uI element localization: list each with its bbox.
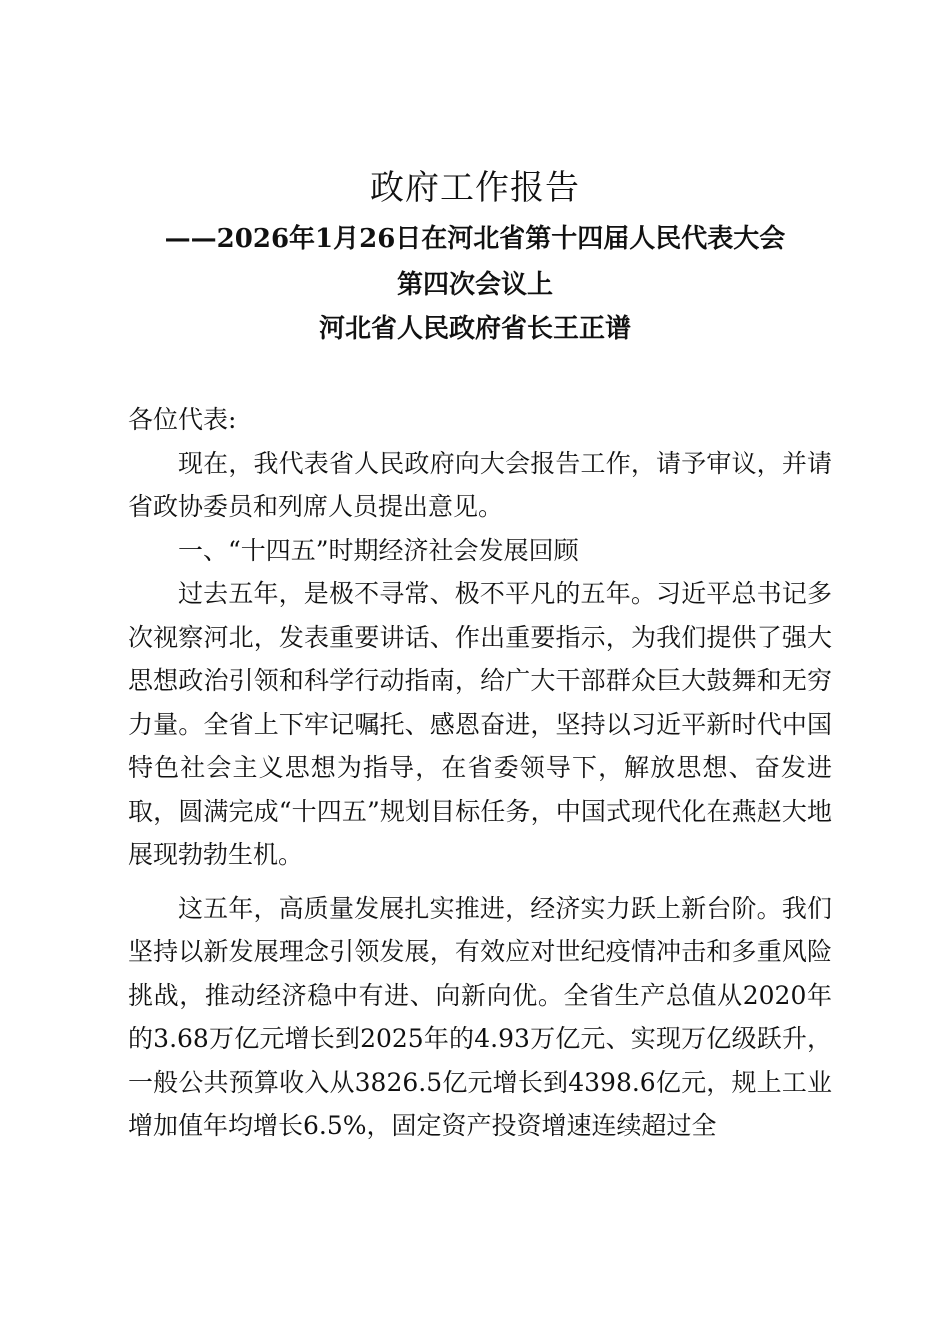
section-heading: 一、“十四五”时期经济社会发展回顾 [178, 535, 579, 565]
paragraph-intro: 现在，我代表省人民政府向大会报告工作，请予审议，并请省政协委员和列席人员提出意见。 [128, 448, 832, 521]
salutation: 各位代表: [128, 405, 237, 434]
paragraph-economy: 这五年，高质量发展扎实推进，经济实力跃上新台阶。我们坚持以新发展理念引领发展，有效应对世纪疫情冲击和多重风险挑战，推动经济稳中有进、向新向优。全省生产总值从2020年的3.68万亿元增长到2025年的4.93万亿元、实现万亿级跃升，一般公共预算收入从3826.5亿元增长到4398.6亿元，规上工业增加值年均增长6.5%，固定资产投资增速连续超过全 [128, 893, 832, 1140]
subtitle-session-line: 第四次会议上 [396, 270, 553, 300]
subtitle-date-line: ——2026年1月26日在河北省第十四届人民代表大会 [164, 224, 786, 254]
document-body [128, 398, 832, 1148]
document-title: 政府工作报告 [370, 168, 580, 208]
subtitle-speaker-line: 河北省人民政府省长王正谱 [318, 314, 631, 344]
paragraph-review: 过去五年，是极不寻常、极不平凡的五年。习近平总书记多次视察河北，发表重要讲话、作出重要指示，为我们提供了强大思想政治引领和科学行动指南，给广大干部群众巨大鼓舞和无穷力量。全省上下牢记嘱托、感恩奋进，坚持以习近平新时代中国特色社会主义思想为指导，在省委领导下，解放思想、奋发进取，圆满完成“十四五”规划目标任务，中国式现代化在燕赵大地展现勃勃生机。 [128, 579, 832, 869]
